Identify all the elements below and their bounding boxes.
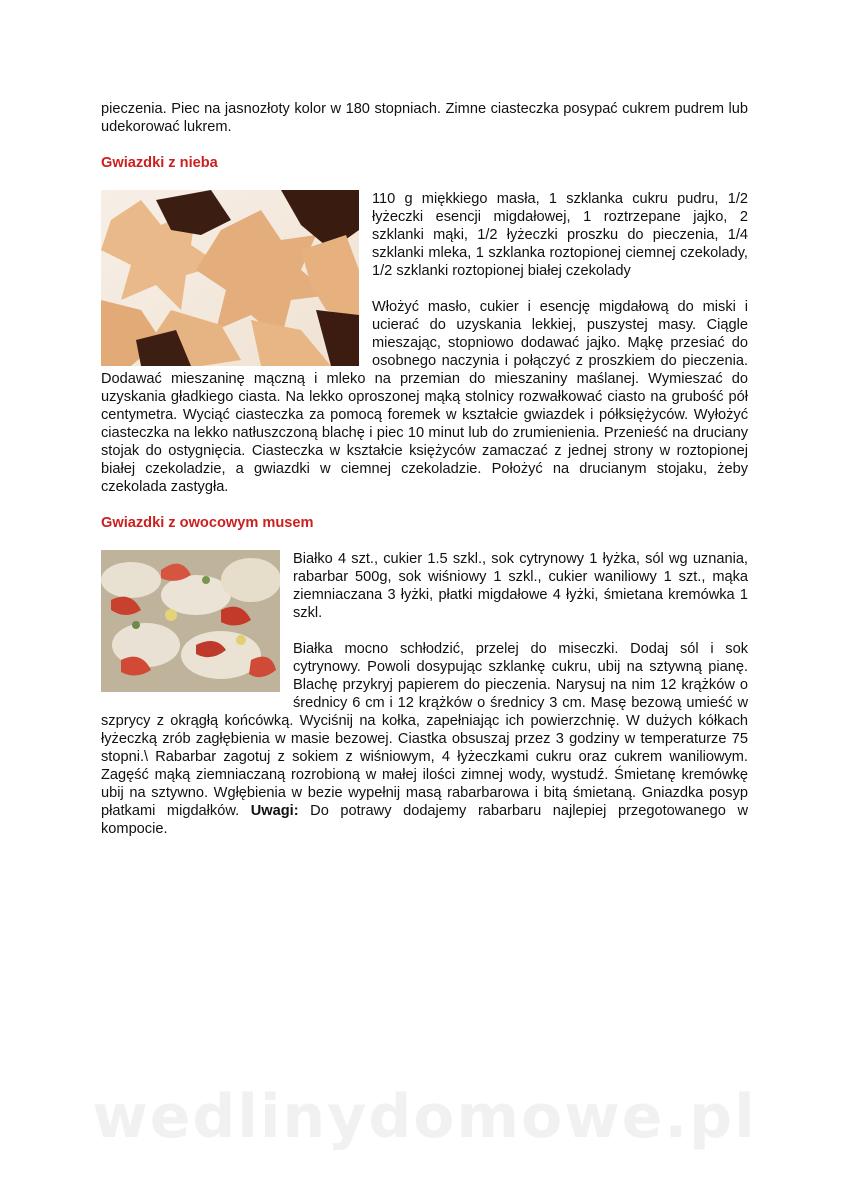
recipe2-method-text: Białka mocno schłodzić, przelej do miseczki. Dodaj sól i sok cytrynowy. Powoli dosypując szklankę cukru, ubij na sztywną pianę. Blachę przykryj papierem do pieczenia. Narysuj na nim 12 krążków o średnicy 6 cm i 12 krążków o średnicy 3 cm. Masę bezową umieść w szprycy z okrągłą końcówką. Wyciśnij na kołka, zapełniając ich powierzchnię. W dużych kółkach łyżeczką zrób zagłębienia w masie bezowej. Ciastka obsuszaj przez 3 godziny w temperaturze 75 stopni.\ Rabarbar zagotuj z sokiem z wiśniowym, 4 łyżeczkami cukru oraz cukrem waniliowym. Zagęść mąką ziemniaczaną rozrobioną w małej ilości zimnej wody, wystudź. Śmietanę kremówkę ubij na sztywno. Wgłębienia w bezie wypełnij masą rabarbarowa i bitą śmietaną. Gniazdka posyp płatkami migdałków. [101, 641, 748, 819]
fruit-mousse-photo [101, 550, 280, 692]
star-cookies-photo [101, 190, 359, 366]
star-cookies-image [101, 190, 359, 366]
recipe2-notes-text: Do potrawy dodajemy rabarbaru najlepiej przegotowanego w kompocie. [101, 803, 748, 837]
site-watermark: wedlinydomowe.pl [92, 1082, 757, 1152]
recipe2-ingredients: Białko 4 szt., cukier 1.5 szkl., sok cytrynowy 1 łyżka, sól wg uznania, rabarbar 500g, sok wiśniowy 1 szkl., cukier waniliowy 1 szt., mąka ziemniaczana 3 łyżki, płatki migdałowe 4 łyżki, śmietana kremówka 1 szkl. [293, 551, 748, 621]
recipe2-notes-label: Uwagi: [250, 803, 299, 819]
recipe1-method: Włożyć masło, cukier i esencję migdałową do miski i ucierać do uzyskania lekkiej, puszystej masy. Ciągle mieszając, stopniowo dodawać jajko. Mąkę przesiać do osobnego naczynia i połączyć z proszkiem do pieczenia. Dodawać mieszaninę mączną i mleko na przemian do mieszaniny maślanej. Wymieszać do uzyskania gładkiego ciasta. Na lekko oproszonej mąką stolnicy rozwałkować ciasto na grubość pół centymetra. Wyciąć ciasteczka za pomocą foremek w kształcie gwiazdek i półksiężyców. Wyłożyć ciasteczka na lekko natłuszczoną blachę i piec 10 minut lub do zrumienienia. Przenieść na druciany stojak do ostygnięcia. Ciasteczka w kształcie księżyców zamaczać z jednej strony w roztopionej białej czekoladzie, a gwiazdki w ciemnej czekoladzie. Położyć na drucianym stojaku, żeby czekolada zastygła. [101, 299, 748, 495]
fruit-mousse-image [101, 550, 280, 692]
recipe2-title: Gwiazdki z owocowym musem [101, 515, 314, 531]
recipe1-title: Gwiazdki z nieba [101, 155, 218, 171]
recipe1-ingredients: 110 g miękkiego masła, 1 szklanka cukru pudru, 1/2 łyżeczki esencji migdałowej, 1 roztrzepane jajko, 2 szklanki mąki, 1/2 łyżeczki proszku do pieczenia, 1/4 szklanki mleka, 1 szklanka roztopionej ciemnej czekolady, 1/2 szklanki roztopionej białej czekolady [372, 191, 748, 279]
intro-paragraph: pieczenia. Piec na jasnozłoty kolor w 180 stopniach. Zimne ciasteczka posypać cukrem pudrem lub udekorować lukrem. [101, 101, 748, 135]
document-page [101, 100, 748, 838]
